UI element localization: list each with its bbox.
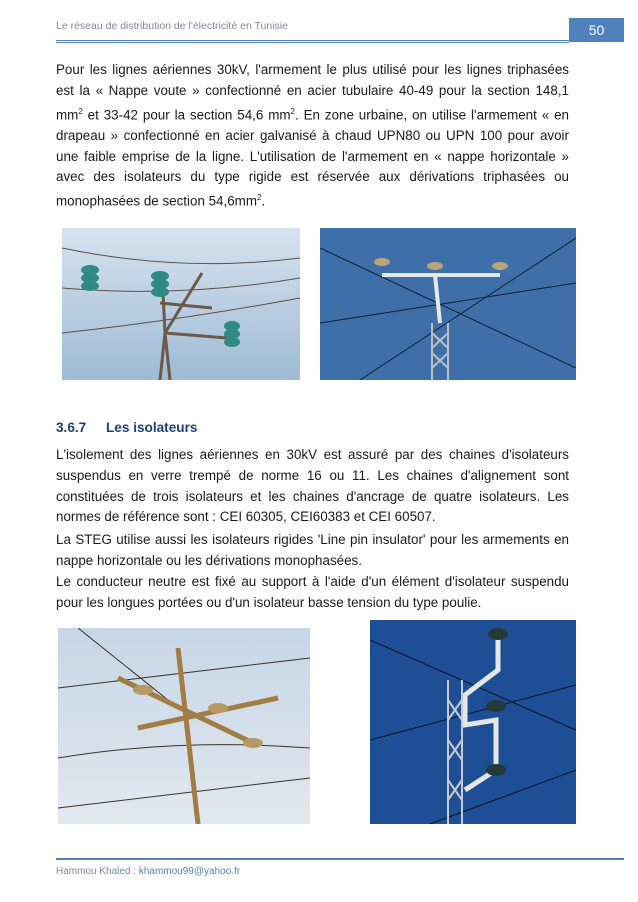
intro-text-2: et 33-42 pour la section 54,6 mm — [82, 107, 291, 123]
footer-rule — [56, 858, 624, 860]
header-rule-2 — [56, 42, 569, 43]
section-heading — [56, 420, 197, 435]
footer-email-link[interactable]: khammou99@yahoo.fr — [138, 866, 241, 877]
intro-sup-1: 2 — [78, 106, 83, 116]
header-rule — [56, 40, 569, 41]
page-header — [56, 18, 624, 40]
intro-text-1: Pour les lignes aériennes 30kV, l'armement le plus utilisé pour les lignes triphasées est la « Nappe voute » confectionné en acier tubulaire 40-49 pour la section 148,1 mm — [56, 62, 569, 123]
photo-armement-drapeau — [320, 228, 576, 380]
footer-author: Hammou Khaled : — [56, 866, 139, 877]
photo-nappe-horizontale — [58, 628, 310, 824]
intro-sup-2: 2 — [290, 106, 295, 116]
body-paragraph-2: La STEG utilise aussi les isolateurs rigides 'Line pin insulator' pour les armements en nappe horizontale ou les dérivations monophasées. — [56, 532, 569, 568]
photo-isolateurs-rigides — [370, 620, 576, 824]
intro-text-3: . En zone urbaine, on utilise l'armement « en drapeau » confectionné en acier galvanisé à chaud UPN80 ou UPN 100 pour avoir une faible emprise de la ligne. L'utilisation de l'armement en « nappe horizontale » avec des isolateurs du type rigide est réservée aux dérivations triphasées ou monophasées de section 54,6mm — [56, 107, 569, 209]
section-number: 3.6.7 — [56, 420, 87, 435]
photo-nappe-voute — [62, 228, 300, 380]
intro-paragraph — [56, 60, 569, 213]
intro-text-4: . — [261, 193, 266, 209]
page-number: 50 — [569, 18, 624, 42]
body-paragraph-3: Le conducteur neutre est fixé au support à l'aide d'un élément d'isolateur suspendu pour les longues portées ou d'un isolateur basse tension du type poulie. — [56, 574, 569, 610]
page-footer — [56, 866, 240, 877]
section-title: Les isolateurs — [106, 420, 198, 435]
header-title: Le réseau de distribution de l'électricité en Tunisie — [56, 20, 288, 32]
intro-sup-3: 2 — [256, 193, 262, 203]
body-paragraph-1: L'isolement des lignes aériennes en 30kV est assuré par des chaines d'isolateurs suspendus en verre trempé de norme 16 ou 11. Les chaines d'alignement sont constituées de trois isolateurs et les chaines d'ancrage de quatre isolateurs. Les normes de référence sont : CEI 60305, CEI60383 et CEI 60507. — [56, 447, 569, 525]
